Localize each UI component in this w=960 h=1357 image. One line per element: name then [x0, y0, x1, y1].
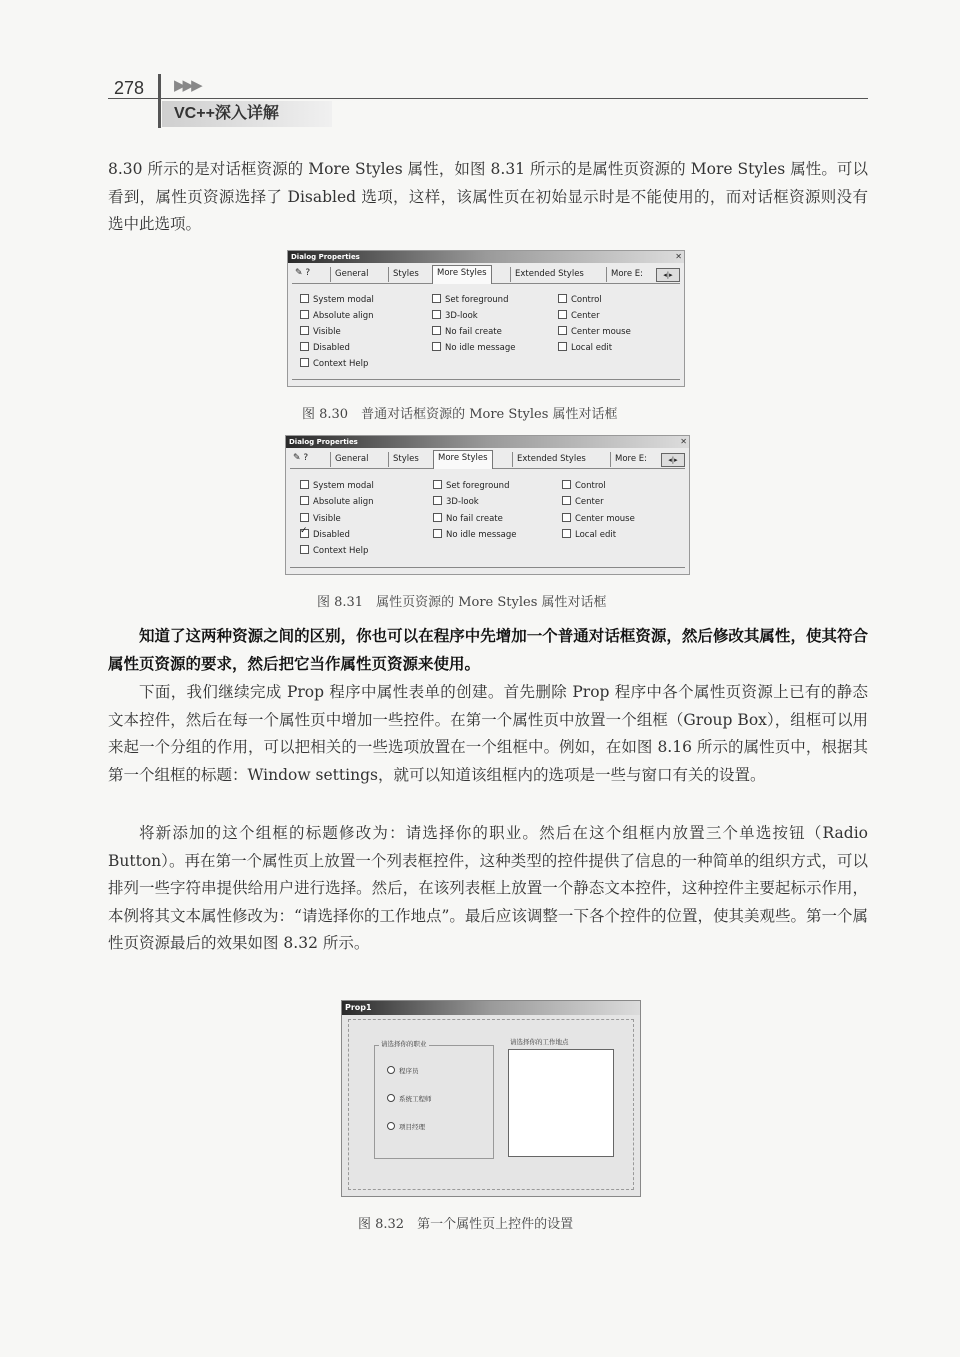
- checkbox-local-edit[interactable]: Local edit: [558, 342, 612, 353]
- radio-system-engineer[interactable]: 系统工程师: [387, 1094, 432, 1103]
- tab-more-styles[interactable]: More Styles: [432, 265, 492, 284]
- tab-more-extended[interactable]: More E:: [610, 452, 651, 467]
- radio-project-manager[interactable]: 项目经理: [387, 1122, 425, 1131]
- pin-help-icon[interactable]: ✎ ?: [295, 268, 311, 278]
- checkbox-control[interactable]: Control: [558, 294, 602, 305]
- checkbox-center-mouse[interactable]: Center mouse: [558, 326, 631, 337]
- fig831-caption: 图 8.31 属性页资源的 More Styles 属性对话框: [317, 595, 607, 610]
- header-divider: [158, 74, 161, 128]
- tab-general[interactable]: General: [330, 452, 373, 467]
- fig830-tabbar: [292, 265, 680, 284]
- paragraph-1: 8.30 所示的是对话框资源的 More Styles 属性，如图 8.31 所示的是属性页资源的 More Styles 属性。可以看到，属性页资源选择了 Disabled 选项，这样，该属性页在初始显示时是不能使用的，而对话框资源则没有选中此选项。: [108, 160, 868, 233]
- tab-general[interactable]: General: [330, 267, 373, 282]
- checkbox-set-foreground[interactable]: Set foreground: [433, 480, 509, 491]
- tab-more-extended[interactable]: More E:: [606, 267, 647, 282]
- fig832-title: Prop1: [345, 1003, 372, 1012]
- occupation-group-title: 请选择你的职业: [381, 1040, 427, 1048]
- page-number: 278: [114, 78, 145, 98]
- checkbox-local-edit[interactable]: Local edit: [562, 529, 616, 540]
- fig831-tabbar: [290, 450, 685, 469]
- header-rule: [108, 98, 868, 99]
- pin-help-icon[interactable]: ✎ ?: [293, 453, 309, 463]
- fig831-title: Dialog Properties: [289, 438, 358, 446]
- checkbox-absolute-align[interactable]: Absolute align: [300, 310, 374, 321]
- tab-styles[interactable]: Styles: [388, 267, 423, 282]
- tab-scroll-arrows-icon[interactable]: ◂|▸: [661, 453, 685, 467]
- paragraph-3: 下面，我们继续完成 Prop 程序中属性表单的创建。首先删除 Prop 程序中各个属性页资源上已有的静态文本控件，然后在每一个属性页中增加一些控件。在第一个属性页中放置一个组框（Group Box），组框可以用来起一个分组的作用，可以把相关的一些选项放置在一个组框中。例如，在如图 8.16 所示的属性页中，根据其第一个组框的标题：Window settings，就可以知道该组框内的选项是一些与窗口有关的设置。: [108, 683, 868, 784]
- checkbox-control[interactable]: Control: [562, 480, 606, 491]
- fig830-title: Dialog Properties: [291, 253, 360, 261]
- tab-more-styles[interactable]: More Styles: [433, 450, 493, 469]
- checkbox-no-fail-create[interactable]: No fail create: [432, 326, 502, 337]
- fig832-property-page: [341, 1000, 641, 1197]
- work-location-label: 请选择你的工作地点: [510, 1038, 569, 1046]
- tab-extended-styles[interactable]: Extended Styles: [510, 267, 588, 282]
- fig832-caption: 图 8.32 第一个属性页上控件的设置: [358, 1217, 574, 1232]
- checkbox-center[interactable]: Center: [562, 496, 604, 507]
- checkbox-context-help[interactable]: Context Help: [300, 545, 368, 556]
- checkbox-visible[interactable]: Visible: [300, 326, 341, 337]
- tab-extended-styles[interactable]: Extended Styles: [512, 452, 590, 467]
- fig830-titlebar: [288, 251, 684, 263]
- page-header: [108, 72, 868, 132]
- fig830-dialog: [287, 250, 685, 387]
- checkbox-system-modal[interactable]: System modal: [300, 294, 374, 305]
- checkbox-set-foreground[interactable]: Set foreground: [432, 294, 508, 305]
- close-icon[interactable]: ✕: [675, 252, 682, 261]
- checkbox-no-fail-create[interactable]: No fail create: [433, 513, 503, 524]
- checkbox-center[interactable]: Center: [558, 310, 600, 321]
- fig832-titlebar: [342, 1001, 640, 1015]
- fig830-caption: 图 8.30 普通对话框资源的 More Styles 属性对话框: [302, 407, 618, 422]
- header-arrows-icon: ▶▶▶: [174, 76, 200, 94]
- checkbox-absolute-align[interactable]: Absolute align: [300, 496, 374, 507]
- paragraph-4: 将新添加的这个组框的标题修改为：请选择你的职业。然后在这个组框内放置三个单选按钮（Radio Button）。再在第一个属性页上放置一个列表框控件，这种类型的控件提供了信息的一种简单的组织方式，可以排列一些字符串提供给用户进行选择。然后，在该列表框上放置一个静态文本控件，这种控件主要起标示作用，本例将其文本属性修改为：“请选择你的工作地点”。最后应该调整一下各个控件的位置，使其美观些。第一个属性页资源最后的效果如图 8.32 所示。: [108, 824, 868, 952]
- checkbox-disabled[interactable]: Disabled: [300, 342, 350, 353]
- checkbox-no-idle-message[interactable]: No idle message: [432, 342, 516, 353]
- occupation-groupbox: [374, 1040, 494, 1159]
- fig831-bottom-rule: [290, 567, 685, 568]
- checkbox-context-help[interactable]: Context Help: [300, 358, 368, 369]
- paragraph-2: 知道了这两种资源之间的区别，你也可以在程序中先增加一个普通对话框资源，然后修改其属性，使其符合属性页资源的要求，然后把它当作属性页资源来使用。: [108, 626, 868, 673]
- tab-styles[interactable]: Styles: [388, 452, 423, 467]
- tab-scroll-arrows-icon[interactable]: ◂|▸: [656, 268, 680, 282]
- fig831-dialog: [285, 435, 690, 575]
- checkbox-no-idle-message[interactable]: No idle message: [433, 529, 517, 540]
- fig831-titlebar: [286, 436, 689, 448]
- checkbox-3d-look[interactable]: 3D-look: [432, 310, 478, 321]
- checkbox-system-modal[interactable]: System modal: [300, 480, 374, 491]
- checkbox-3d-look[interactable]: 3D-look: [433, 496, 479, 507]
- work-location-listbox[interactable]: [508, 1049, 614, 1157]
- close-icon[interactable]: ✕: [680, 437, 687, 446]
- checkbox-center-mouse[interactable]: Center mouse: [562, 513, 635, 524]
- checkbox-visible[interactable]: Visible: [300, 513, 341, 524]
- radio-programmer[interactable]: 程序员: [387, 1066, 419, 1075]
- checkbox-disabled[interactable]: ✓Disabled: [300, 529, 350, 540]
- fig830-bottom-rule: [292, 379, 680, 380]
- book-title: VC++深入详解: [162, 101, 332, 127]
